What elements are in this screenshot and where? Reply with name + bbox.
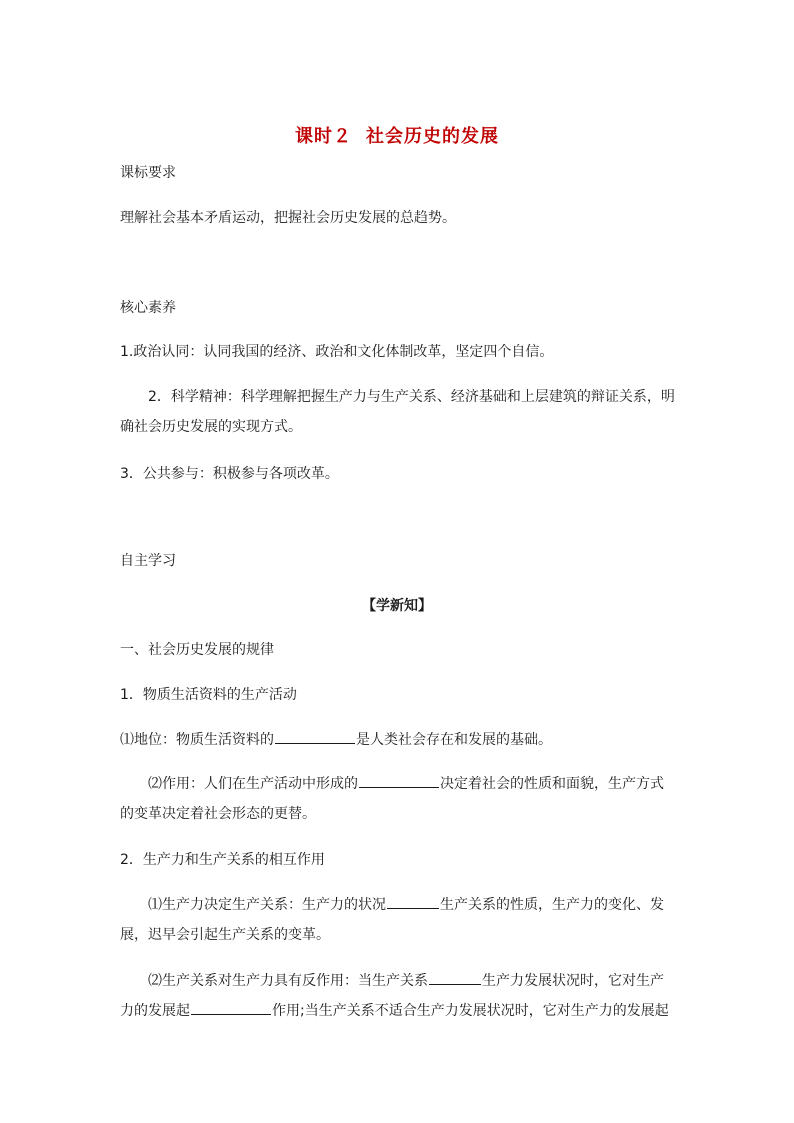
- fill-blank[interactable]: [191, 998, 271, 1015]
- item2-reaction-b: 生产力发展状况时，它对生产力的发展起: [120, 973, 664, 1019]
- fill-blank[interactable]: [387, 892, 439, 909]
- part-one-heading: 一、社会历史发展的规律: [120, 642, 274, 658]
- item2-heading: 2．生产力和生产关系的相互作用: [120, 852, 325, 868]
- item1-position-pre: ⑴地位：物质生活资料的: [120, 732, 274, 748]
- item2-reaction: [120, 966, 676, 1026]
- core-heading: 核心素养: [120, 300, 176, 316]
- core-item-1: 1.政治认同：认同我国的经济、政治和文化体制改革，坚定四个自信。: [120, 344, 554, 360]
- new-knowledge-label: 【学新知】: [362, 598, 432, 614]
- item2-determine: [120, 890, 676, 950]
- item1-heading: 1．物质生活资料的生产活动: [120, 687, 297, 703]
- item1-role-post: 决定着社会的性质和面貌，生产方式的变革决定着社会形态的更替。: [120, 776, 664, 822]
- fill-blank[interactable]: [359, 771, 439, 788]
- standard-heading: 课标要求: [120, 165, 176, 181]
- core-item-3: 3．公共参与：积极参与各项改革。: [120, 466, 339, 482]
- lesson-number: 课时２: [295, 126, 352, 147]
- item1-position: [120, 725, 676, 755]
- standard-text: 理解社会基本矛盾运动，把握社会历史发展的总趋势。: [120, 210, 456, 226]
- item2-reaction-c: 作用;当生产关系不适合生产力发展状况时，它对生产力的发展起: [272, 1003, 669, 1019]
- item2-determine-pre: ⑴生产力决定生产关系：生产力的状况: [148, 897, 386, 913]
- lesson-title: [0, 122, 794, 148]
- fill-blank[interactable]: [275, 727, 355, 744]
- item1-position-post: 是人类社会存在和发展的基础。: [356, 732, 552, 748]
- lesson-name: 社会历史的发展: [366, 126, 499, 147]
- item1-role-pre: ⑵作用：人们在生产活动中形成的: [148, 776, 358, 792]
- fill-blank[interactable]: [429, 968, 481, 985]
- core-item-2: 2．科学精神：科学理解把握生产力与生产关系、经济基础和上层建筑的辩证关系，明确社会历史发展的实现方式。: [120, 389, 675, 435]
- item2-determine-post: 生产关系的性质，生产力的变化、发展，迟早会引起生产关系的变革。: [120, 897, 664, 943]
- self-study-heading: 自主学习: [120, 553, 176, 569]
- item2-reaction-a: ⑵生产关系对生产力具有反作用：当生产关系: [148, 973, 428, 989]
- item1-role: [120, 769, 676, 829]
